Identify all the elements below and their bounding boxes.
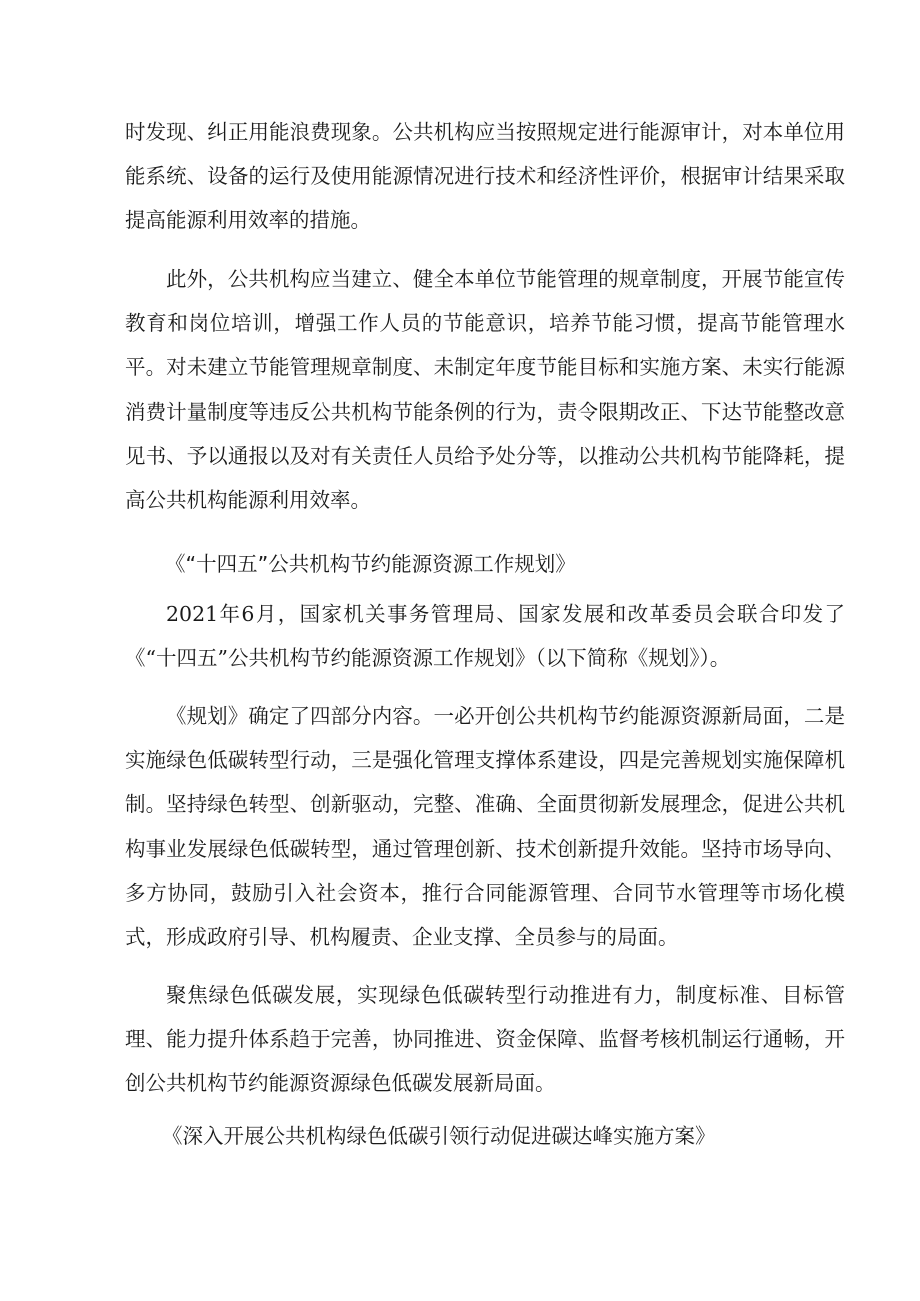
- paragraph-plan-issued: 2021年6月，国家机关事务管理局、国家发展和改革委员会联合印发了《“十四五”公共机构节约能源资源工作规划》（以下简称《规划》）。: [125, 602, 845, 671]
- paragraph-green-low-carbon: 聚焦绿色低碳发展，实现绿色低碳转型行动推进有力，制度标准、目标管理、能力提升体系趋于完善，协同推进、资金保障、监督考核机制运行通畅，开创公共机构节约能源资源绿色低碳发展新局面。: [125, 983, 845, 1096]
- paragraph-energy-audit: 时发现、纠正用能浪费现象。公共机构应当按照规定进行能源审计，对本单位用能系统、设备的运行及使用能源情况进行技术和经济性评价，根据审计结果采取提高能源利用效率的措施。: [125, 120, 845, 233]
- paragraph-management-rules: 此外，公共机构应当建立、健全本单位节能管理的规章制度，开展节能宣传教育和岗位培训，增强工作人员的节能意识，培养节能习惯，提高节能管理水平。对未建立节能管理规章制度、未制定年度节能目标和实施方案、未实行能源消费计量制度等违反公共机构节能条例的行为，责令限期改正、下达节能整改意见书、予以通报以及对有关责任人员给予处分等，以推动公共机构节能降耗，提高公共机构能源利用效率。: [125, 267, 845, 513]
- heading-14th-five-year-plan: 《“十四五”公共机构节约能源资源工作规划》: [165, 552, 576, 576]
- paragraph-plan-contents: 《规划》确定了四部分内容。一必开创公共机构节约能源资源新局面，二是实施绿色低碳转型行动，三是强化管理支撑体系建设，四是完善规划实施保障机制。坚持绿色转型、创新驱动，完整、准确、全面贯彻新发展理念，促进公共机构事业发展绿色低碳转型，通过管理创新、技术创新提升效能。坚持市场导向、多方协同，鼓励引入社会资本，推行合同能源管理、合同节水管理等市场化模式，形成政府引导、机构履责、企业支撑、全员参与的局面。: [125, 704, 845, 950]
- heading-carbon-peak-plan: 《深入开展公共机构绿色低碳引领行动促进碳达峰实施方案》: [162, 1124, 716, 1148]
